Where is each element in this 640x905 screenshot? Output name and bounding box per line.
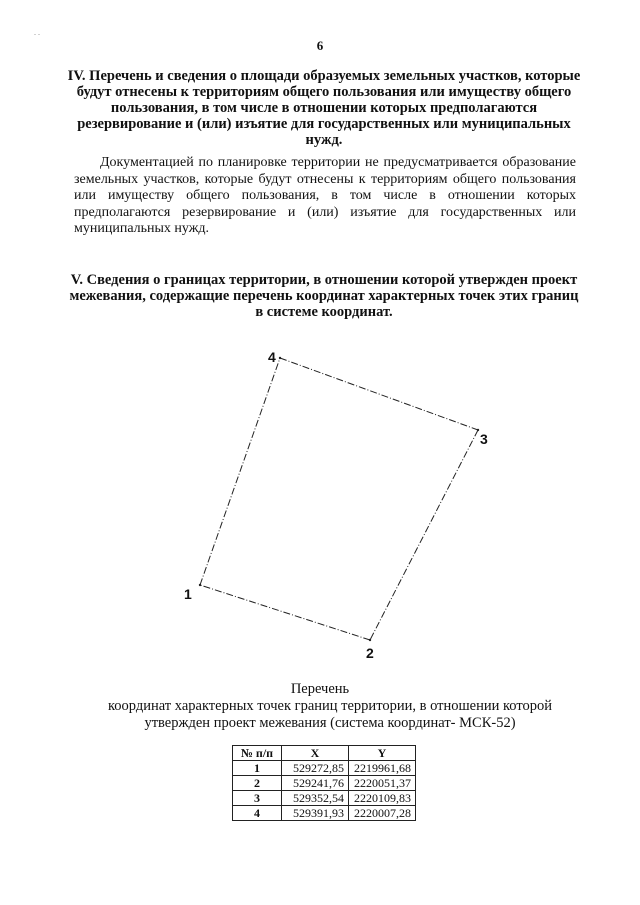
- table-row: [233, 776, 416, 791]
- section-5-heading: V. Сведения о границах территории, в отношении которой утвержден проект межевания, содержащие перечень координат характерных точек этих границ в системе координат.: [69, 272, 579, 320]
- point-label-2: 2: [366, 645, 374, 661]
- scan-mark: . .: [34, 28, 40, 37]
- header-number: № п/п: [233, 746, 282, 761]
- page-number: 6: [316, 38, 324, 53]
- header-x: X: [282, 746, 349, 761]
- cell-y: 2220051,37: [349, 776, 416, 791]
- boundary-plan: [170, 340, 510, 670]
- cell-x: 529352,54: [282, 791, 349, 806]
- section-4-heading: IV. Перечень и сведения о площади образуемых земельных участков, которые будут отнесены к территориям общего пользования или имуществу общего пользования, в том числе в отношении которых предполагаются резервирование и (или) изъятие для государственных или муниципальных нужд.: [67, 68, 581, 148]
- boundary-line-3-2: [370, 430, 478, 640]
- point-label-1: 1: [184, 586, 192, 602]
- boundary-point-4: [279, 357, 281, 359]
- boundary-point-2: [369, 639, 371, 641]
- cell-x: 529391,93: [282, 806, 349, 821]
- table-caption-subtitle: координат характерных точек границ территории, в отношении которой утвержден проект межевания (система координат- МСК-52): [107, 698, 553, 731]
- cell-number: 1: [233, 761, 282, 776]
- cell-y: 2220007,28: [349, 806, 416, 821]
- table-row: [233, 761, 416, 776]
- table-row: [233, 806, 416, 821]
- cell-x: 529241,76: [282, 776, 349, 791]
- boundary-point-3: [477, 429, 479, 431]
- cell-y: 2219961,68: [349, 761, 416, 776]
- table-header-row: [233, 746, 416, 761]
- section-4-text: Документацией по планировке территории не предусматривается образование земельных участков, которые будут отнесены к территориям общего пользования или имуществу общего пользования, в том числе в отношении которых предполагаются резервирование и (или) изъятие для государственных или муниципальных нужд.: [74, 155, 576, 236]
- boundary-line-1-4: [200, 358, 280, 585]
- cell-number: 3: [233, 791, 282, 806]
- cell-x: 529272,85: [282, 761, 349, 776]
- point-label-4: 4: [268, 349, 276, 365]
- boundary-line-2-1: [200, 585, 370, 640]
- table-row: [233, 791, 416, 806]
- cell-number: 4: [233, 806, 282, 821]
- boundary-line-4-3: [280, 358, 478, 430]
- point-label-3: 3: [480, 431, 488, 447]
- table-caption-title: Перечень: [290, 681, 350, 697]
- boundary-point-1: [199, 584, 201, 586]
- coordinates-table: [232, 745, 416, 821]
- cell-y: 2220109,83: [349, 791, 416, 806]
- header-y: Y: [349, 746, 416, 761]
- cell-number: 2: [233, 776, 282, 791]
